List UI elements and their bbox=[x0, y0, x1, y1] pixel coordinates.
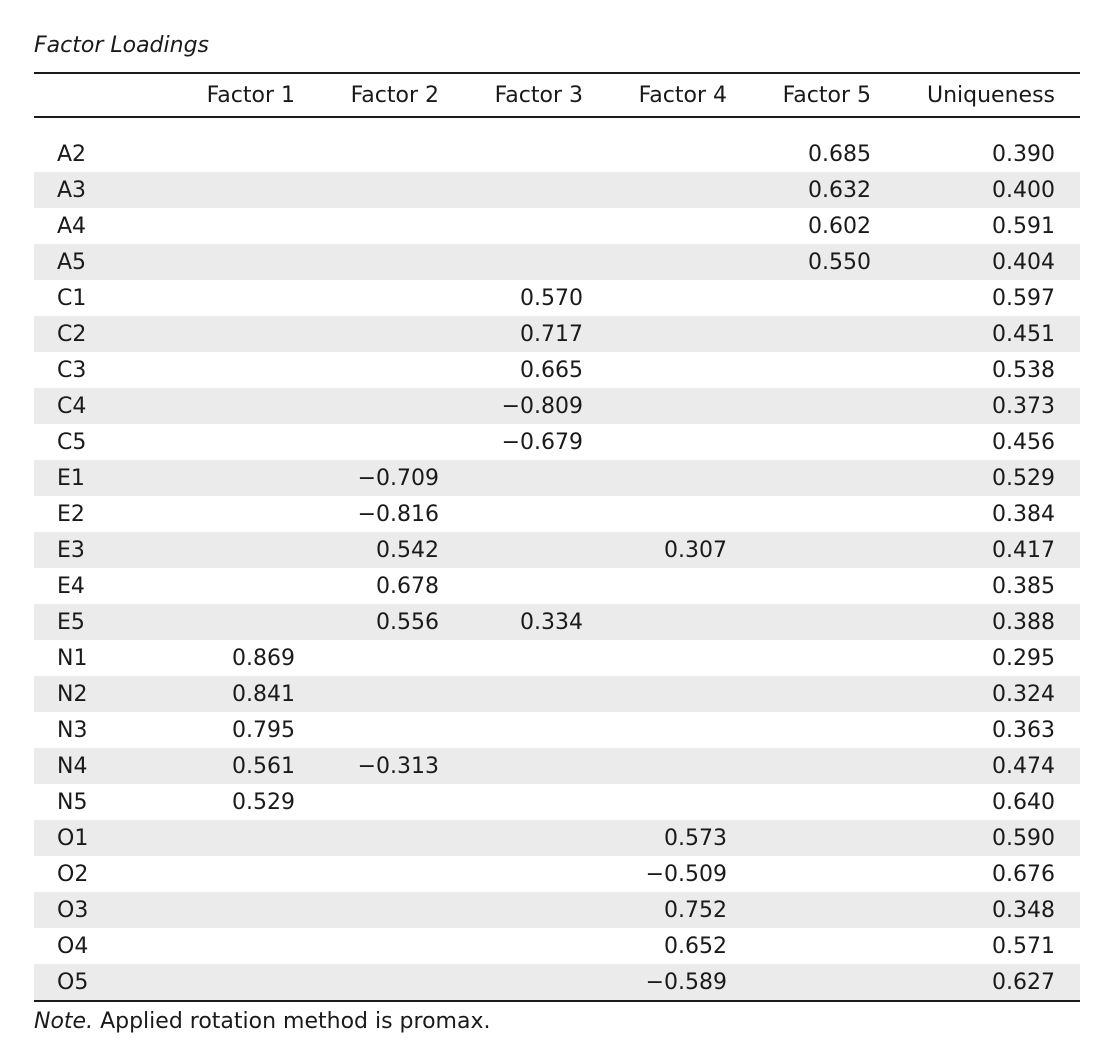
cell-factor-1 bbox=[177, 136, 320, 172]
cell-factor-1: 0.529 bbox=[177, 784, 320, 820]
cell-factor-1 bbox=[177, 244, 320, 280]
row-label: O1 bbox=[34, 820, 177, 856]
cell-factor-4: 0.307 bbox=[608, 532, 752, 568]
cell-uniqueness: 0.385 bbox=[896, 568, 1080, 604]
cell-factor-2 bbox=[320, 928, 464, 964]
cell-factor-3 bbox=[464, 208, 608, 244]
cell-factor-5 bbox=[752, 856, 896, 892]
row-label: C2 bbox=[34, 316, 177, 352]
cell-factor-5 bbox=[752, 496, 896, 532]
row-label: C3 bbox=[34, 352, 177, 388]
cell-factor-3 bbox=[464, 820, 608, 856]
row-label: O5 bbox=[34, 964, 177, 1001]
cell-factor-5: 0.602 bbox=[752, 208, 896, 244]
cell-uniqueness: 0.627 bbox=[896, 964, 1080, 1001]
cell-factor-1: 0.561 bbox=[177, 748, 320, 784]
cell-factor-3: 0.717 bbox=[464, 316, 608, 352]
table-row bbox=[34, 568, 1080, 604]
row-label: A4 bbox=[34, 208, 177, 244]
table-row bbox=[34, 712, 1080, 748]
column-header-factor-3: Factor 3 bbox=[464, 73, 608, 117]
cell-factor-1 bbox=[177, 856, 320, 892]
cell-factor-1: 0.795 bbox=[177, 712, 320, 748]
cell-factor-5 bbox=[752, 316, 896, 352]
column-header-uniqueness: Uniqueness bbox=[896, 73, 1080, 117]
row-label: A3 bbox=[34, 172, 177, 208]
row-label: C5 bbox=[34, 424, 177, 460]
cell-factor-4 bbox=[608, 496, 752, 532]
cell-factor-1 bbox=[177, 892, 320, 928]
cell-factor-1 bbox=[177, 532, 320, 568]
row-label: C1 bbox=[34, 280, 177, 316]
cell-factor-2 bbox=[320, 820, 464, 856]
cell-uniqueness: 0.295 bbox=[896, 640, 1080, 676]
row-label: E5 bbox=[34, 604, 177, 640]
cell-uniqueness: 0.348 bbox=[896, 892, 1080, 928]
cell-factor-1 bbox=[177, 604, 320, 640]
cell-factor-4 bbox=[608, 784, 752, 820]
cell-uniqueness: 0.363 bbox=[896, 712, 1080, 748]
cell-factor-4 bbox=[608, 352, 752, 388]
note-text: Applied rotation method is promax. bbox=[100, 1009, 491, 1034]
cell-factor-2 bbox=[320, 964, 464, 1001]
cell-factor-1 bbox=[177, 568, 320, 604]
cell-factor-4: −0.589 bbox=[608, 964, 752, 1001]
row-label: E4 bbox=[34, 568, 177, 604]
cell-factor-2: 0.542 bbox=[320, 532, 464, 568]
cell-factor-4: 0.752 bbox=[608, 892, 752, 928]
cell-factor-2: 0.678 bbox=[320, 568, 464, 604]
table-row bbox=[34, 640, 1080, 676]
cell-factor-4 bbox=[608, 388, 752, 424]
table-row bbox=[34, 208, 1080, 244]
cell-factor-5 bbox=[752, 280, 896, 316]
table-row bbox=[34, 388, 1080, 424]
cell-factor-5 bbox=[752, 676, 896, 712]
table-body bbox=[34, 136, 1080, 1001]
cell-uniqueness: 0.538 bbox=[896, 352, 1080, 388]
row-label: E1 bbox=[34, 460, 177, 496]
table-row bbox=[34, 424, 1080, 460]
cell-factor-2: −0.313 bbox=[320, 748, 464, 784]
cell-factor-4 bbox=[608, 640, 752, 676]
column-header-factor-4: Factor 4 bbox=[608, 73, 752, 117]
cell-factor-5 bbox=[752, 424, 896, 460]
cell-factor-4 bbox=[608, 676, 752, 712]
cell-uniqueness: 0.597 bbox=[896, 280, 1080, 316]
cell-factor-5 bbox=[752, 352, 896, 388]
row-label: C4 bbox=[34, 388, 177, 424]
cell-factor-5 bbox=[752, 460, 896, 496]
cell-uniqueness: 0.591 bbox=[896, 208, 1080, 244]
cell-uniqueness: 0.384 bbox=[896, 496, 1080, 532]
row-label: A2 bbox=[34, 136, 177, 172]
cell-factor-1 bbox=[177, 424, 320, 460]
cell-factor-2 bbox=[320, 172, 464, 208]
cell-factor-3 bbox=[464, 460, 608, 496]
cell-factor-2 bbox=[320, 352, 464, 388]
row-label: O2 bbox=[34, 856, 177, 892]
cell-factor-4 bbox=[608, 568, 752, 604]
cell-factor-1 bbox=[177, 928, 320, 964]
table-title: Factor Loadings bbox=[34, 33, 210, 58]
row-label: N3 bbox=[34, 712, 177, 748]
cell-factor-3: 0.665 bbox=[464, 352, 608, 388]
cell-factor-3: 0.334 bbox=[464, 604, 608, 640]
row-label: N5 bbox=[34, 784, 177, 820]
cell-factor-5: 0.550 bbox=[752, 244, 896, 280]
cell-factor-3 bbox=[464, 928, 608, 964]
cell-uniqueness: 0.456 bbox=[896, 424, 1080, 460]
table-row bbox=[34, 460, 1080, 496]
cell-uniqueness: 0.676 bbox=[896, 856, 1080, 892]
factor-loadings-table bbox=[34, 72, 1080, 1002]
cell-factor-1 bbox=[177, 172, 320, 208]
table-row bbox=[34, 676, 1080, 712]
cell-factor-3 bbox=[464, 712, 608, 748]
table-row bbox=[34, 172, 1080, 208]
cell-uniqueness: 0.640 bbox=[896, 784, 1080, 820]
cell-factor-4 bbox=[608, 604, 752, 640]
row-label: N4 bbox=[34, 748, 177, 784]
cell-factor-2 bbox=[320, 136, 464, 172]
cell-factor-1 bbox=[177, 208, 320, 244]
cell-factor-4: 0.573 bbox=[608, 820, 752, 856]
cell-factor-3 bbox=[464, 568, 608, 604]
cell-uniqueness: 0.417 bbox=[896, 532, 1080, 568]
cell-uniqueness: 0.404 bbox=[896, 244, 1080, 280]
row-label: O3 bbox=[34, 892, 177, 928]
cell-factor-4 bbox=[608, 460, 752, 496]
table-row bbox=[34, 820, 1080, 856]
table-row bbox=[34, 892, 1080, 928]
cell-factor-2 bbox=[320, 244, 464, 280]
cell-uniqueness: 0.390 bbox=[896, 136, 1080, 172]
cell-factor-3 bbox=[464, 244, 608, 280]
cell-factor-5 bbox=[752, 388, 896, 424]
row-label: N1 bbox=[34, 640, 177, 676]
cell-uniqueness: 0.400 bbox=[896, 172, 1080, 208]
cell-factor-2 bbox=[320, 892, 464, 928]
cell-factor-4 bbox=[608, 136, 752, 172]
cell-factor-1 bbox=[177, 388, 320, 424]
column-header-factor-1: Factor 1 bbox=[177, 73, 320, 117]
cell-factor-3 bbox=[464, 172, 608, 208]
row-label: E2 bbox=[34, 496, 177, 532]
cell-factor-3 bbox=[464, 748, 608, 784]
table-header-row bbox=[34, 73, 1080, 117]
column-header-factor-5: Factor 5 bbox=[752, 73, 896, 117]
cell-factor-1 bbox=[177, 964, 320, 1001]
table-row bbox=[34, 244, 1080, 280]
note-label: Note. bbox=[34, 1009, 94, 1034]
table-row bbox=[34, 280, 1080, 316]
cell-uniqueness: 0.571 bbox=[896, 928, 1080, 964]
table-row bbox=[34, 856, 1080, 892]
cell-factor-2: −0.816 bbox=[320, 496, 464, 532]
table-row bbox=[34, 316, 1080, 352]
cell-factor-2 bbox=[320, 424, 464, 460]
cell-factor-5 bbox=[752, 892, 896, 928]
cell-factor-3 bbox=[464, 136, 608, 172]
cell-factor-4 bbox=[608, 712, 752, 748]
cell-factor-1: 0.869 bbox=[177, 640, 320, 676]
cell-factor-2 bbox=[320, 784, 464, 820]
table-row bbox=[34, 352, 1080, 388]
cell-factor-4: 0.652 bbox=[608, 928, 752, 964]
cell-factor-4 bbox=[608, 316, 752, 352]
cell-factor-3 bbox=[464, 784, 608, 820]
cell-factor-1 bbox=[177, 316, 320, 352]
table-row bbox=[34, 748, 1080, 784]
cell-factor-5: 0.685 bbox=[752, 136, 896, 172]
cell-factor-2 bbox=[320, 856, 464, 892]
cell-factor-5 bbox=[752, 820, 896, 856]
cell-factor-1: 0.841 bbox=[177, 676, 320, 712]
row-label: O4 bbox=[34, 928, 177, 964]
row-label: A5 bbox=[34, 244, 177, 280]
table-row bbox=[34, 964, 1080, 1001]
cell-factor-3 bbox=[464, 496, 608, 532]
cell-factor-2 bbox=[320, 388, 464, 424]
cell-uniqueness: 0.373 bbox=[896, 388, 1080, 424]
cell-factor-2 bbox=[320, 208, 464, 244]
cell-factor-3 bbox=[464, 856, 608, 892]
cell-uniqueness: 0.474 bbox=[896, 748, 1080, 784]
cell-uniqueness: 0.451 bbox=[896, 316, 1080, 352]
cell-factor-2 bbox=[320, 712, 464, 748]
cell-factor-5 bbox=[752, 928, 896, 964]
cell-factor-4 bbox=[608, 424, 752, 460]
cell-factor-1 bbox=[177, 460, 320, 496]
cell-factor-3 bbox=[464, 640, 608, 676]
cell-factor-2 bbox=[320, 676, 464, 712]
table-row bbox=[34, 496, 1080, 532]
cell-factor-3 bbox=[464, 964, 608, 1001]
factor-loadings-table-container bbox=[34, 28, 1080, 1036]
cell-factor-3 bbox=[464, 532, 608, 568]
cell-factor-4 bbox=[608, 748, 752, 784]
cell-factor-2 bbox=[320, 640, 464, 676]
cell-factor-5 bbox=[752, 640, 896, 676]
cell-factor-2: 0.556 bbox=[320, 604, 464, 640]
cell-factor-3: −0.679 bbox=[464, 424, 608, 460]
cell-factor-3 bbox=[464, 892, 608, 928]
cell-factor-1 bbox=[177, 280, 320, 316]
cell-factor-2 bbox=[320, 280, 464, 316]
cell-uniqueness: 0.324 bbox=[896, 676, 1080, 712]
cell-uniqueness: 0.590 bbox=[896, 820, 1080, 856]
cell-factor-5 bbox=[752, 964, 896, 1001]
table-note bbox=[34, 1008, 1080, 1036]
cell-factor-1 bbox=[177, 352, 320, 388]
table-row bbox=[34, 532, 1080, 568]
table-row bbox=[34, 604, 1080, 640]
cell-factor-4 bbox=[608, 244, 752, 280]
table-row bbox=[34, 928, 1080, 964]
cell-factor-4: −0.509 bbox=[608, 856, 752, 892]
cell-factor-5 bbox=[752, 784, 896, 820]
cell-factor-5 bbox=[752, 604, 896, 640]
cell-factor-4 bbox=[608, 172, 752, 208]
cell-factor-3: −0.809 bbox=[464, 388, 608, 424]
cell-uniqueness: 0.529 bbox=[896, 460, 1080, 496]
row-label: N2 bbox=[34, 676, 177, 712]
cell-factor-4 bbox=[608, 208, 752, 244]
column-header-label bbox=[34, 73, 177, 117]
cell-factor-1 bbox=[177, 820, 320, 856]
cell-factor-5 bbox=[752, 748, 896, 784]
cell-factor-2: −0.709 bbox=[320, 460, 464, 496]
cell-factor-5 bbox=[752, 532, 896, 568]
cell-factor-5: 0.632 bbox=[752, 172, 896, 208]
cell-factor-5 bbox=[752, 568, 896, 604]
cell-factor-3 bbox=[464, 676, 608, 712]
cell-factor-3: 0.570 bbox=[464, 280, 608, 316]
table-row bbox=[34, 784, 1080, 820]
cell-factor-1 bbox=[177, 496, 320, 532]
column-header-factor-2: Factor 2 bbox=[320, 73, 464, 117]
cell-factor-5 bbox=[752, 712, 896, 748]
row-label: E3 bbox=[34, 532, 177, 568]
cell-factor-2 bbox=[320, 316, 464, 352]
cell-factor-4 bbox=[608, 280, 752, 316]
cell-uniqueness: 0.388 bbox=[896, 604, 1080, 640]
header-spacer bbox=[34, 117, 1080, 136]
table-row bbox=[34, 136, 1080, 172]
